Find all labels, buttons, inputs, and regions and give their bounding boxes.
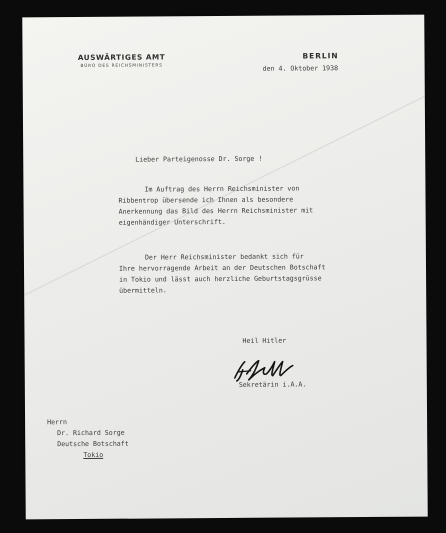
- office-subtitle: BÜRO DES REICHSMINISTERS: [80, 63, 163, 70]
- letterhead-office: [67, 52, 177, 69]
- letter-date: den 4. Oktober 1938: [262, 64, 339, 73]
- paragraph-line: Der Herr Reichsminister bedankt sich für: [144, 252, 304, 262]
- paragraph-line: eigenhändiger Unterschrift.: [118, 217, 226, 227]
- paragraph-line: Ihre hervorragende Arbeit an der Deutschen Botschaft: [118, 263, 326, 273]
- paragraph-line: Anerkennung das Bild des Herrn Reichsminister mit: [118, 206, 314, 216]
- signer-line: Sekretärin i.A.A.: [238, 380, 307, 389]
- paragraph-2: [119, 251, 369, 297]
- office-name: AUSWÄRTIGES AMT: [77, 52, 166, 63]
- paragraph-line: Ribbentrop übersende ich Ihnen als besondere: [118, 195, 294, 205]
- letter-sheet: [22, 15, 427, 520]
- letterhead-city: BERLIN: [302, 51, 339, 61]
- paragraph-1: [118, 183, 368, 229]
- paragraph-line: Im Auftrag des Herrn Reichsminister von: [144, 184, 300, 194]
- letterhead-place-date: [262, 51, 382, 75]
- salutation: Lieber Parteigenosse Dr. Sorge !: [135, 154, 263, 164]
- recipient-name: Dr. Richard Sorge: [57, 428, 125, 438]
- paragraph-line: in Tokio und lässt auch herzliche Geburtstagsgrüsse: [119, 274, 322, 284]
- paragraph-line: übermitteln.: [119, 286, 167, 295]
- recipient-address: [47, 417, 129, 462]
- recipient-salutation: Herrn: [47, 418, 67, 427]
- recipient-org: Deutsche Botschaft: [57, 439, 129, 449]
- recipient-city: Tokio: [83, 450, 104, 459]
- closing-greeting: Heil Hitler: [242, 336, 287, 345]
